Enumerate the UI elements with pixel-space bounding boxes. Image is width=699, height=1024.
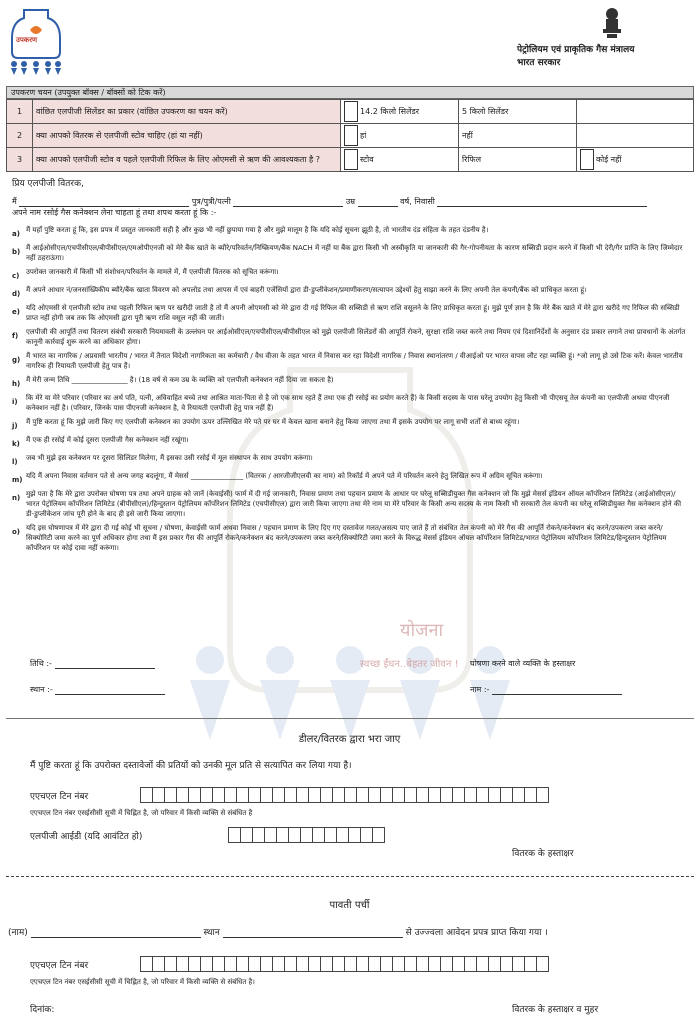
receipt-place-label: स्थान	[203, 928, 220, 938]
item-letter: h)	[12, 380, 21, 388]
checkbox-yes[interactable]	[344, 125, 358, 146]
item-text: मैं पुष्टि करता हूं कि मुझे जारी किए गए एलपीजी कनेक्शन का उपयोग ऊपर उल्लिखित मेरे पते पर घर में केवल खाना बनाने हेतु किया जाएगा तथा मैं इसके उपयोग पर लागू सभी शर्तों से बाध्य रहूंगा।	[26, 418, 520, 426]
selection-row-2	[7, 124, 694, 148]
declaration-item	[12, 351, 688, 371]
item-letter: n)	[12, 494, 21, 502]
dealer-signature-label: वितरक के हस्ताक्षर	[512, 849, 574, 859]
declaration-item	[12, 243, 688, 263]
option-5kg: 5 किलो सिलेंडर	[462, 107, 509, 116]
receipt-ahl-tin-grid[interactable]	[140, 956, 548, 972]
declaration-item	[12, 489, 688, 519]
item-text: कि मेरे या मेरे परिवार (परिवार का अर्थ पति, पत्नी, अविवाहित बच्चे तथा आश्रित माता-पिता से है जो एक साथ रहते हैं तथा एक ही रसोई का प्रयोग करते हैं) के किसी सदस्य के पास घरेलू उपयोग हेतु किसी भी पीएसयू तेल कंपनी का एलपीजी अथवा पीएनजी कनेक्शन नहीं है। (परिवार, जिनके पास पीएनजी कनेक्शन है, वे रियायती एलपीजी हेतु पात्र नहीं हैं)	[26, 394, 670, 412]
item-text: मुझे पता है कि मेरे द्वारा उपरोक्त घोषणा पत्र तथा अपने ग्राहक को जानें (केवाईसी) फार्म में दी गई जानकारी, निवास प्रमाण तथा पहचान प्रमाण के आधार पर घरेलू सब्सिडीयुक्त गैस कनेक्शन जो कि मुझे मेसर्स इंडियन ऑयल कॉर्पोरेशन लिमिटेड (आईओसीएल)/भारत पेट्रोलियम कॉर्पोरेशन लिमिटेड (बीपीसीएल)/हिन्दुस्तान पेट्रोलियम कॉर्पोरेशन लिमिटेड (एचपीसीएल) द्वारा जारी किया जाएगा तथा मेरे नाम या मेरे परिवार के किसी अन्य सदस्य के नाम किसी भी सरकारी तेल कंपनी का घरेलू सब्सिडीयुक्त गैस कनेक्शन होने की डी-डुप्लीकेशन जांच पूरी होने के बाद ही इसे जारी किया जाएगा।	[26, 490, 682, 518]
receipt-name-label: (नाम)	[8, 928, 28, 938]
item-text: मैं यहाँ पुष्टि करता हूं कि, इस प्रपत्र में प्रस्तुत जानकारी सही है और कुछ भी नहीं छुपाया गया है और मुझे मालूम है कि यदि कोई सूचना झूठी है, तो भारतीय दंड संहिता के तहत दंडनीय है।	[26, 226, 489, 234]
place-label: स्थान :-	[30, 685, 53, 694]
item-letter: o)	[12, 528, 21, 536]
item-letter: i)	[12, 398, 18, 406]
name-row	[470, 684, 622, 695]
item-letter: k)	[12, 440, 20, 448]
intro-relation: पुत्र/पुत्री/पत्नी	[191, 197, 231, 206]
item-text: मैं भारत का नागरिक / अप्रवासी भारतीय / भारत में तैनात विदेशी नागरिकता का कर्मचारी / वैध वीजा के तहत भारत में निवास कर रहा विदेशी नागरिक / निवास स्थानांतरण / वीआईओ पर भारत वापस लौट रहा व्यक्ति हूं। *जो लागू हो उसे टिक करें। केवल भारतीय नागरिक ही रियायती एलपीजी हेतु पात्र हैं।	[26, 352, 683, 370]
declaration-item	[12, 267, 688, 281]
lpg-id-grid[interactable]	[228, 827, 384, 843]
item-text: मैं अपने आधार नं/जनसांख्यिकीय ब्यौरे/बैंक खाता विवरण को अपलोड तथा आपस में एवं बाहरी एजेंसियों द्वारा डी-डुप्लीकेशन/प्रमाणीकरण/सत्यापन उद्देश्यों हेतु साझा करने के लिए अपनी तेल कंपनी/बैंक को प्राधिकृत करता हूं।	[26, 286, 587, 294]
receipt-ahl-note: एएचएल टिन नंबर एसईसीसी सूची में चिह्नित है, जो परिवार में किसी व्यक्ति से संबंधित है।	[30, 978, 255, 986]
intro-years: वर्ष, निवासी	[400, 197, 435, 206]
declaration-item	[12, 393, 688, 413]
item-letter: b)	[12, 248, 21, 256]
digit-box[interactable]	[536, 787, 549, 803]
option-stove: स्टोव	[360, 155, 374, 164]
item-letter: j)	[12, 422, 18, 430]
option-14kg: 14.2 किलो सिलेंडर	[360, 107, 420, 116]
intro-paragraph	[12, 196, 688, 218]
row-number: 1	[7, 100, 33, 124]
declaration-item	[12, 417, 688, 431]
declaration-item	[12, 523, 688, 553]
item-letter: m)	[12, 476, 23, 484]
dealer-ahl-label: एएचएल टिन नंबर	[30, 792, 89, 802]
row-question: वांछित एलपीजी सिलेंडर का प्रकार (वांछित उपकरण का चयन करें)	[33, 100, 341, 124]
row-question: क्या आपको एलपीजी स्टोव व पहले एलपीजी रिफिल के लिए ओएमसी से ऋण की आवश्यकता है ?	[33, 148, 341, 172]
receipt-place-field[interactable]	[223, 937, 403, 938]
item-text: मैं एक ही रसोई में कोई दूसरा एलपीजी गैस कनेक्शन नहीं रखूंगा।	[26, 436, 189, 444]
applicant-name-field[interactable]	[19, 206, 189, 207]
digit-box[interactable]	[372, 827, 385, 843]
intro-i: मैं	[12, 197, 17, 206]
declaration-item	[12, 303, 688, 323]
intro-oath: अपने नाम रसोई गैस कनेक्शन लेना चाहता हूं तथा शपथ करता हूं कि :-	[12, 208, 217, 217]
option-refill: रिफिल	[462, 155, 482, 164]
name-label: नाम :-	[470, 685, 490, 694]
receipt-name-field[interactable]	[31, 937, 201, 938]
option-none: कोई नहीं	[596, 155, 622, 164]
dealer-ahl-note: एएचएल टिन नंबर एसईसीसी सूची में चिह्नित है, जो परिवार में किसी व्यक्ति से संबंधित है	[30, 809, 253, 817]
item-text: यदि इस घोषणापत्र में मेरे द्वारा दी गई कोई भी सूचना / घोषणा, केवाईसी फार्म अथवा निवास / पहचान प्रमाण के लिए दिए गए दस्तावेज गलत/असत्य पाए जाते हैं तो संबंधित तेल कंपनी को मेरे गैस की आपूर्ति रोकने/कनेक्शन बंद करने/उपकरण जब्त करने/सिक्योरिटी जमा करने का पूर्ण अधिकार होगा तथा मैं इस प्रकार गैस की आपूर्ति रोकने/कनेक्शन बंद करने/उपकरण जब्त करने/सिक्योरिटी जमा करने के विरुद्ध मेसर्स इंडियन ऑयल कॉर्पोरेशन लिमिटेड/भारत पेट्रोलियम कॉर्पोरेशन लिमिटेड/हिन्दुस्तान पेट्रोलियम कॉर्पोरेशन पर कोई दावा नहीं करूंगा।	[26, 524, 667, 552]
relative-name-field[interactable]	[233, 206, 343, 207]
date-field[interactable]	[55, 668, 155, 669]
receipt-ahl-label: एएचएल टिन नंबर	[30, 961, 89, 971]
date-label: तिथि :-	[30, 659, 52, 668]
row-number: 3	[7, 148, 33, 172]
item-text: एलपीजी की आपूर्ति तथा वितरण संबंधी सरकारी नियमावली के उल्लंघन पर आईओसीएल/एचपीसीएल/बीपीसीएल को मुझे एलपीजी सिलेंडरों की आपूर्ति रोकने, सुरक्षा राशि जब्त करने तथा नियम एवं दिशानिर्देशों के अनुसार दंड प्रकार लगाने तथा प्रावधानों के अंतर्गत कानूनी कार्रवाई शुरू करने का अधिकार होगा।	[26, 328, 686, 346]
option-yes: हां	[360, 131, 367, 140]
digit-box[interactable]	[536, 956, 549, 972]
section-divider	[6, 718, 694, 719]
receipt-title: पावती पर्ची	[329, 900, 370, 911]
item-text: मैं आईओसीएल/एचपीसीएल/बीपीसीएल/एमओपीएनजी को मेरे बैंक खाते के ब्यौरे/परिवर्तन/निष्क्रियण/बैंक NACH में नहीं या बैंक द्वारा किसी भी अस्वीकृति या जानकारी की गैर-गोपनीयता के कारण सब्सिडी प्रदान करने में किसी भी देरी/गैर प्राप्ति के लिए जिम्मेदार नहीं ठहराऊंगा।	[26, 244, 683, 262]
item-text: यदि ओएमसी से एलपीजी स्टोव तथा पहली रिफिल ऋण पर खरीदी जाती है तो मैं अपनी ओएमसी को मेरे द्वारा दी गई रिफिल की सब्सिडी से ऋण राशि वसूलने के लिए प्राधिकृत करता हूं। मुझे पूर्ण ज्ञान है कि मेरे बैंक खाते में मेरे द्वारा खरीदे गए रिफिल की सब्सिडी प्राप्त नहीं होगी जब तक कि ओएमसी द्वारा पूरी ऋण राशि वसूल नहीं की जाती।	[26, 304, 680, 322]
item-letter: c)	[12, 272, 20, 280]
age-field[interactable]	[358, 206, 398, 207]
declaration-item	[12, 225, 688, 239]
dealer-confirmation: मैं पुष्टि करता हूं कि उपरोक्त दस्तावेजों की प्रतियों को उनकी मूल प्रति से सत्यापित कर लिया गया है।	[30, 761, 352, 771]
name-field[interactable]	[492, 694, 622, 695]
government-name: भारत सरकार	[517, 58, 561, 68]
residence-field[interactable]	[437, 206, 647, 207]
receipt-signature-label: वितरक के हस्ताक्षर व मुहर	[512, 1005, 599, 1015]
item-text: जब भी मुझे इस कनेक्शन पर दूसरा सिलिंडर मिलेगा, मैं इसका उसी रसोई में मूल संस्थापन के साथ उपयोग करूंगा।	[26, 454, 313, 462]
signature-row	[470, 658, 575, 669]
item-text: यदि मैं अपना निवास वर्तमान पते से अन्य जगह बदलूंगा, मैं मेसर्स _______________ (वितरक / आरजीजीएलवी का नाम) को रिकॉर्ड में अपने पते में परिवर्तन करने हेतु लिखित रूप में अग्रिम सूचित करूंगा।	[26, 472, 543, 480]
item-letter: f)	[12, 332, 19, 340]
watermark-yojana: योजना	[400, 620, 444, 641]
declaration-item	[12, 453, 688, 467]
receipt-received-text: से उज्ज्वला आवेदन प्रपत्र प्राप्त किया गया ।	[405, 928, 548, 938]
equipment-selection-table	[6, 99, 694, 172]
declarant-signature-label: घोषणा करने वाले व्यक्ति के हस्ताक्षर	[470, 659, 576, 668]
checkbox-stove[interactable]	[344, 149, 358, 170]
selection-row-1	[7, 100, 694, 124]
national-emblem-icon	[598, 6, 626, 40]
row-question: क्या आपको वितरक से एलपीजी स्टोव चाहिए (हां या नहीं)	[33, 124, 341, 148]
ministry-header	[517, 44, 687, 70]
ministry-name: पेट्रोलियम एवं प्राकृतिक गैस मंत्रालय	[517, 45, 635, 55]
item-letter: a)	[12, 230, 20, 238]
receipt-line	[8, 925, 548, 938]
logo-text: उपकरण	[16, 36, 38, 44]
item-letter: g)	[12, 356, 21, 364]
place-field[interactable]	[55, 694, 165, 695]
equipment-selection-title: उपकरण चयन (उपयुक्त बॉक्स / बॉक्सों को टिक करें)	[6, 86, 694, 99]
declaration-item	[12, 285, 688, 299]
item-letter: e)	[12, 308, 20, 316]
declaration-item	[12, 435, 688, 449]
dealer-section-title: डीलर/वितरक द्वारा भरा जाए	[298, 734, 401, 745]
watermark-tagline: स्वच्छ ईंधन..बेहतर जीवन !	[360, 659, 459, 670]
dealer-ahl-tin-grid[interactable]	[140, 787, 548, 803]
checkbox-14kg[interactable]	[344, 101, 358, 122]
item-text: उपरोक्त जानकारी में किसी भी संशोधन/परिवर्तन के मामले में, मैं एलपीजी वितरक को सूचित करूंगा।	[26, 268, 279, 276]
cut-line	[6, 876, 694, 877]
declaration-item	[12, 471, 688, 485]
declaration-item	[12, 327, 688, 347]
checkbox-none[interactable]	[580, 149, 594, 170]
selection-row-3	[7, 148, 694, 172]
declaration-item	[12, 375, 688, 389]
item-letter: l)	[12, 458, 18, 466]
option-no: नहीं	[462, 131, 473, 140]
date-row	[30, 658, 155, 669]
salutation: प्रिय एलपीजी वितरक,	[12, 179, 84, 189]
item-letter: d)	[12, 290, 21, 298]
declaration-list	[12, 225, 688, 557]
item-text: मैं मेरी जन्म तिथि ________________ है। (18 वर्ष से कम उम्र के व्यक्ति को एलपीजी कनेक्शन नहीं दिया जा सकता है)	[26, 376, 334, 384]
intro-age: उम्र	[345, 197, 356, 206]
receipt-date-label: दिनांक:	[30, 1005, 55, 1015]
row-number: 2	[7, 124, 33, 148]
lpg-id-label: एलपीजी आईडी (यदि आवंटित हो)	[30, 832, 143, 842]
place-row	[30, 684, 165, 695]
